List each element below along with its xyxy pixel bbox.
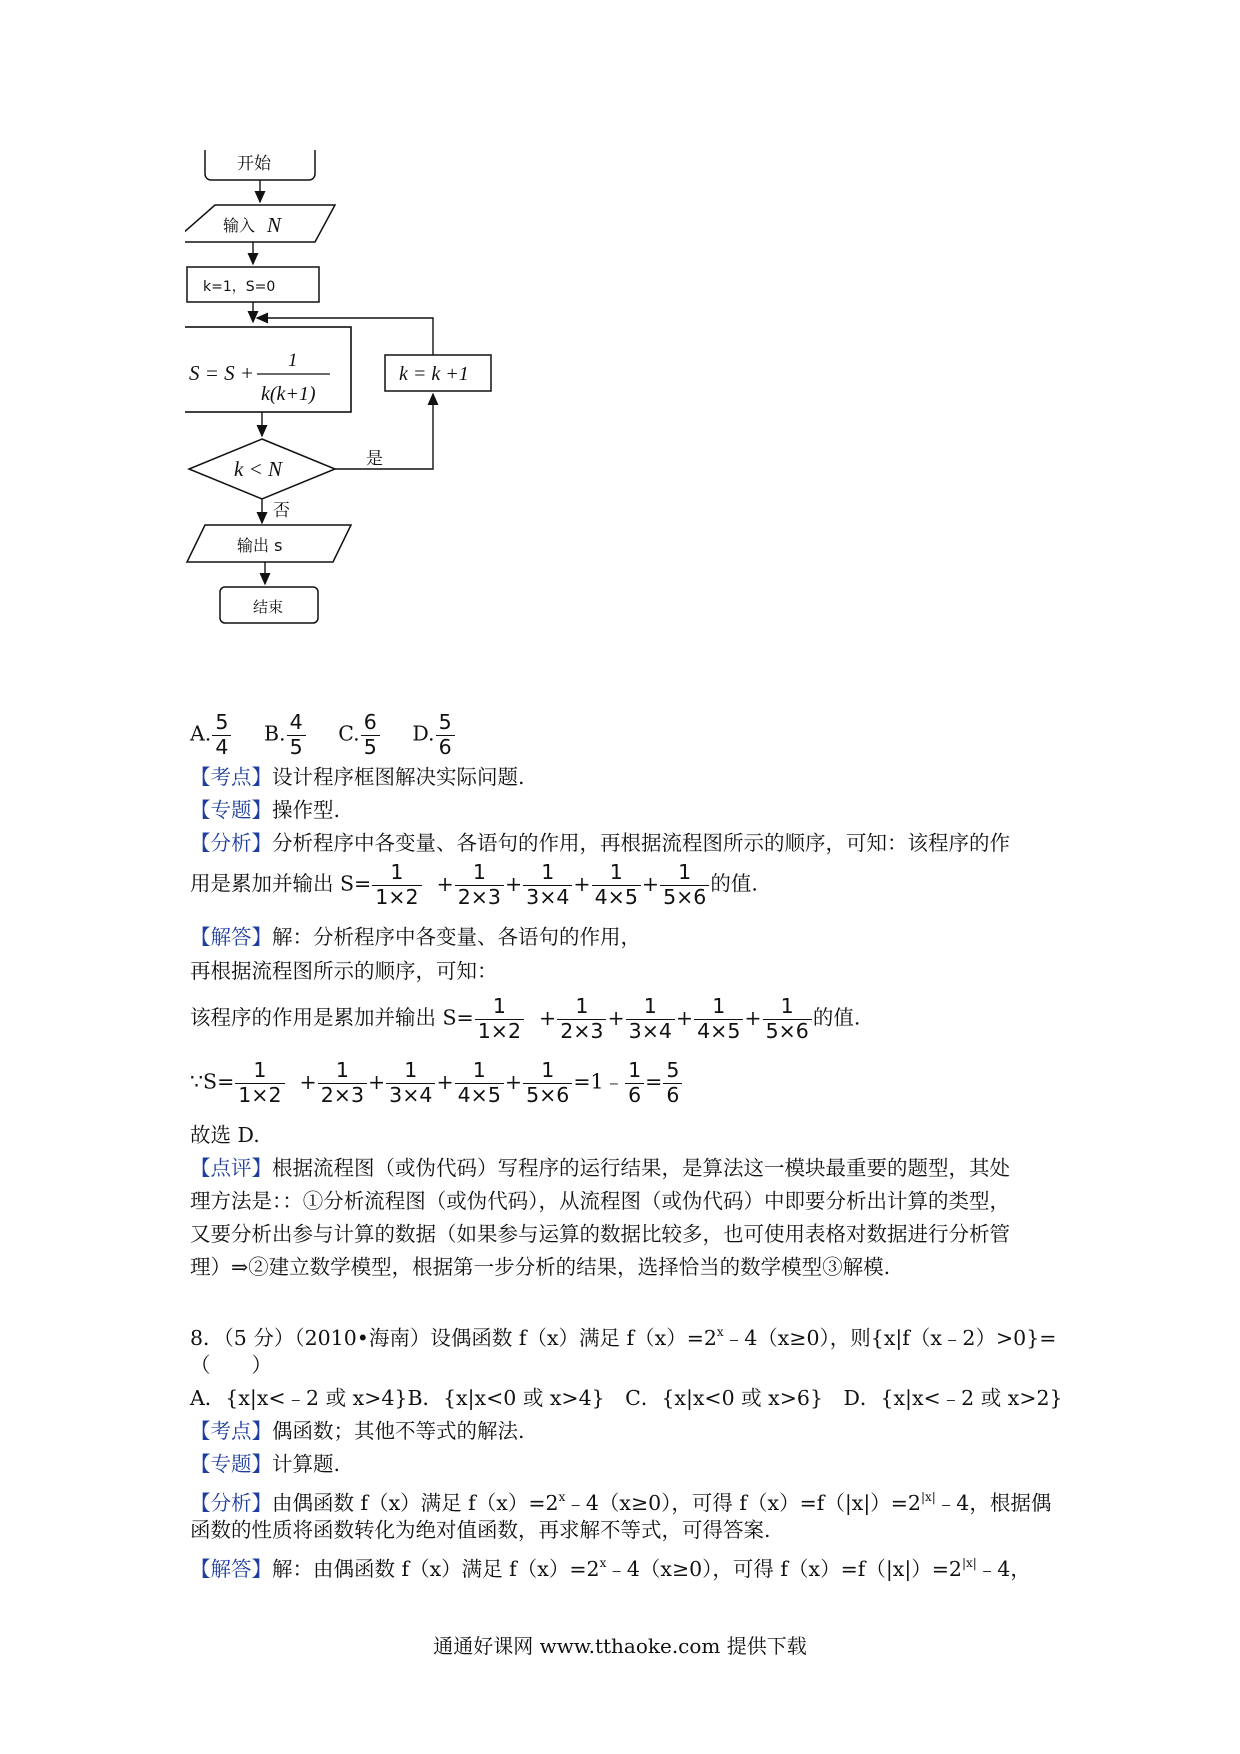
plus-sign: + <box>504 871 523 896</box>
output-label: 输出 s <box>237 536 283 555</box>
yes-label: 是 <box>366 449 383 469</box>
option-a-fraction: $\frac{5}{4}$ <box>212 712 231 758</box>
q8-options: A．{x|x<﹣2 或 x>4}B．{x|x<0 或 x>4} C．{x|x<0 或 x>6} D．{x|x<﹣2 或 x>2} <box>190 1386 1063 1410</box>
q7-fenxi-line2: 用是累加并输出 S= $\frac{1}{1\times 2}$ + $\frac{1}{2\times 3}$ + $\frac{1}{3\times 4}$ + $\frac{1}{4\times 5}$ + $\frac{1}{5\times 6}$ 的值. <box>190 860 758 909</box>
q8-fenxi-line1: 【分析】由偶函数 f（x）满足 $f(x)=2^x﹣4(x\ge 0)$，可得 $f(x)=f(|x|)=2^{|x|}﹣4$，根据偶 <box>190 1490 1052 1515</box>
sum-term-fraction: $\frac{1}{4\times 5}$ <box>455 1060 504 1106</box>
sum-term-fraction: $\frac{1}{4\times 5}$ <box>694 996 743 1042</box>
q7-jieda-line1: 【解答】解：分析程序中各变量、各语句的作用， <box>190 925 641 949</box>
q7-fenxi-line1: 【分析】分析程序中各变量、各语句的作用，再根据流程图所示的顺序，可知：该程序的作 <box>190 831 1010 855</box>
q7-dianping-line4: 理）⇒②建立数学模型，根据第一步分析的结果，选择恰当的数学模型③解模. <box>190 1255 891 1279</box>
sum-term-fraction: $\frac{1}{2\times 3}$ <box>318 1060 367 1106</box>
plus-sign: + <box>436 871 454 896</box>
q7-kaodian: 【考点】设计程序框图解决实际问题. <box>190 765 525 789</box>
sum-term-fraction: $\frac{1}{3\times 4}$ <box>626 996 675 1042</box>
q8-kaodian: 【考点】偶函数；其他不等式的解法. <box>190 1419 525 1443</box>
plus-sign: + <box>504 1069 523 1094</box>
q7-dianping-line1: 【点评】根据流程图（或伪代码）写程序的运行结果，是算法这一模块最重要的题型，其处 <box>190 1156 1010 1180</box>
sum-term-fraction: $\frac{1}{5\times 6}$ <box>523 1060 572 1106</box>
assign-num: 1 <box>288 350 298 371</box>
assign-den: k(k+1) <box>261 383 316 405</box>
q7-dianping-line3: 又要分析出参与计算的数据（如果参与运算的数据比较多，也可使用表格对数据进行分析管 <box>190 1222 1010 1246</box>
plus-sign: + <box>573 871 591 896</box>
q7-zhuanti: 【专题】操作型. <box>190 798 341 822</box>
increment-label: k = k +1 <box>399 363 469 385</box>
no-label: 否 <box>273 501 290 521</box>
q7-dianping-line2: 理方法是：：①分析流程图（或伪代码），从流程图（或伪代码）中即要分析出计算的类型， <box>190 1189 1010 1213</box>
sum-term-fraction: $\frac{1}{3\times 4}$ <box>386 1060 435 1106</box>
sum-term-fraction: $\frac{1}{5\times 6}$ <box>763 996 812 1042</box>
plus-sign: + <box>607 1005 625 1030</box>
plus-sign: + <box>299 1069 317 1094</box>
result-fraction-2: $\frac{5}{6}$ <box>663 1060 682 1106</box>
q8-fenxi-line2: 函数的性质将函数转化为绝对值函数，再求解不等式，可得答案. <box>190 1518 771 1542</box>
option-c-fraction: $\frac{6}{5}$ <box>361 712 380 758</box>
answer-options: A. $\frac{5}{4}$ B. $\frac{4}{5}$ C. $\frac{6}{5}$ D. $\frac{5}{6}$ <box>190 712 1050 758</box>
sum-term-fraction: $\frac{1}{4\times 5}$ <box>592 862 641 908</box>
q8-stem-line2: （ ） <box>190 1353 272 1377</box>
page-footer: 通通好课网 www.tthaoke.com 提供下载 <box>433 1634 807 1658</box>
sum-term-fraction: $\frac{1}{2\times 3}$ <box>557 996 606 1042</box>
decision-label: k < N <box>234 457 282 481</box>
q7-because-line: ∵S= $\frac{1}{1\times 2}$ + $\frac{1}{2\times 3}$ + $\frac{1}{3\times 4}$ + $\frac{1}{4\times 5}$ + $\frac{1}{5\times 6}$ =1﹣ $\frac{1}{6}$ = $\frac{5}{6}$ <box>190 1060 1050 1106</box>
end-label: 结束 <box>253 598 284 616</box>
sum-term-fraction: $\frac{1}{2\times 3}$ <box>455 862 504 908</box>
plus-sign: + <box>539 1005 557 1030</box>
sum-term-fraction: $\frac{1}{1\times 2}$ <box>475 996 524 1042</box>
sum-term-fraction: $\frac{1}{1\times 2}$ <box>235 1060 284 1106</box>
init-label: k=1，S=0 <box>203 279 276 295</box>
q8-stem-line1: 8．（5 分）（2010•海南）设偶函数 f（x）满足 $f(x)=2^x﹣4(x\ge 0)$，则{x|f（x﹣2）>0}= <box>190 1325 1057 1350</box>
q7-jieda-line3: 该程序的作用是累加并输出 S= $\frac{1}{1\times 2}$ + $\frac{1}{2\times 3}$ + $\frac{1}{3\times 4}$ + $\frac{1}{4\times 5}$ + $\frac{1}{5\times 6}$ 的值. <box>190 994 861 1043</box>
q8-zhuanti: 【专题】计算题. <box>190 1452 341 1476</box>
start-label: 开始 <box>237 154 271 174</box>
sum-term-fraction: $\frac{1}{5\times 6}$ <box>660 862 709 908</box>
plus-sign: + <box>641 871 660 896</box>
option-b-fraction: $\frac{4}{5}$ <box>287 712 306 758</box>
assign-left: S = S + <box>189 361 255 385</box>
plus-sign: + <box>744 1005 762 1030</box>
input-box <box>185 205 335 242</box>
flowchart <box>185 150 515 630</box>
plus-sign: + <box>436 1069 454 1094</box>
q7-jieda-line2: 再根据流程图所示的顺序，可知： <box>190 959 498 983</box>
plus-sign: + <box>367 1069 386 1094</box>
input-var: N <box>267 213 282 237</box>
q7-conclusion: 故选 D. <box>190 1123 260 1147</box>
plus-sign: + <box>675 1005 694 1030</box>
q8-jieda-line1: 【解答】解：由偶函数 f（x）满足 $f(x)=2^x﹣4(x\ge 0)$，可得 $f(x)=f(|x|)=2^{|x|}﹣4$， <box>190 1556 1031 1581</box>
option-d-fraction: $\frac{5}{6}$ <box>436 712 455 758</box>
sum-term-fraction: $\frac{1}{1\times 2}$ <box>372 862 421 908</box>
input-label: 输入 <box>223 216 256 235</box>
sum-term-fraction: $\frac{1}{3\times 4}$ <box>523 862 572 908</box>
result-fraction-1: $\frac{1}{6}$ <box>625 1060 644 1106</box>
